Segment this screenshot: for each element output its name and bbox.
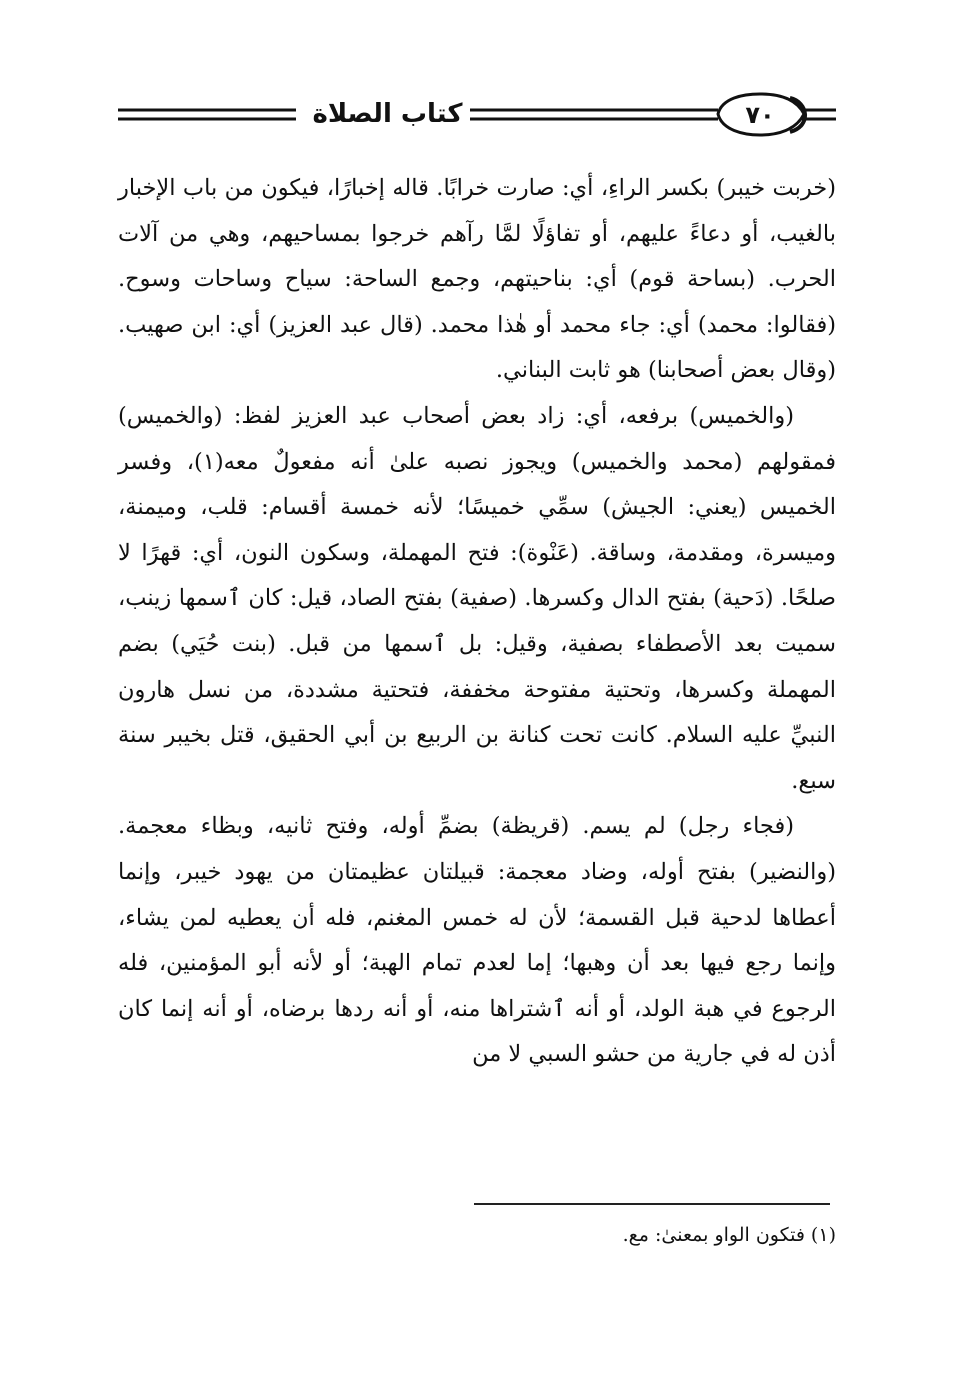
header-ornament (118, 92, 836, 142)
paragraph-3: (فجاء رجل) لم يسم. (قريظة) بضمِّ أوله، وفتح ثانيه، وبظاء معجمة. (والنضير) بفتح أوله، وضاد معجمة: قبيلتان عظيمتان من يهود خيبر، وإنما أعطاها لدحية قبل القسمة؛ لأن له خمس المغنم، فله أن يعطيه لمن يشاء، وإنما رجع فيها بعد أن وهبها؛ إما لعدم تمام الهبة؛ أو لأنه أبو المؤمنين، فله الرجوع في هبة الولد، أو أنه ٱشتراها منه، أو أنه ردها برضاه، أو أنه إنما كان أذن له في جارية من حشو السبي لا من (118, 813, 836, 1068)
page-header (118, 92, 836, 142)
page-number: ٧٠ (745, 101, 775, 129)
footnote: (١) فتكون الواو بمعنىٰ: مع. (622, 1224, 836, 1246)
paragraph-1: (خربت خيبر) بكسر الراءِ، أي: صارت خرابًا. قاله إخبارًا، فيكون من باب الإخبار بالغيب، أو دعاءً عليهم، أو تفاؤلًا لمَّا رآهم خرجوا بمساحيهم، وهي من آلات الحرب. (بساحة قوم) أي: بناحيتهم، وجمع الساحة: سياح وساحات وسوح. (فقالوا: محمد) أي: جاء محمد أو هٰذا محمد. (قال عبد العزيز) أي: ابن صهيب. (وقال بعض أصحابنا) هو ثابت البناني. (118, 175, 836, 384)
body-text (118, 166, 836, 1078)
paragraph-2: (والخميس) برفعه، أي: زاد بعض أصحاب عبد العزيز لفظ: (والخميس) فمقولهم (محمد والخميس) ويجوز نصبه علىٰ أنه مفعولٌ معه(١)، وفسر الخميس (يعني: الجيش) سمِّي خميسًا؛ لأنه خمسة أقسام: قلب، وميمنة، وميسرة، ومقدمة، وساقة. (عَنْوة): فتح المهملة، وسكون النون، أي: قهرًا لا صلحًا. (دَحية) بفتح الدال وكسرها. (صفية) بفتح الصاد، قيل: كان ٱسمها زينب، سميت بعد الأصطفاء بصفية، وقيل: بل ٱسمها من قبل. (بنت حُيَي) بضم المهملة وكسرها، وتحتية مفتوحة مخففة، فتحتية مشددة، من نسل هارون النبيِّ عليه السلام. كانت تحت كنانة بن الربيع بن أبي الحقيق، قتل بخيبر سنة سبع. (118, 402, 836, 794)
footnote-divider (474, 1203, 830, 1205)
book-title: كتاب الصلاة (312, 99, 463, 129)
